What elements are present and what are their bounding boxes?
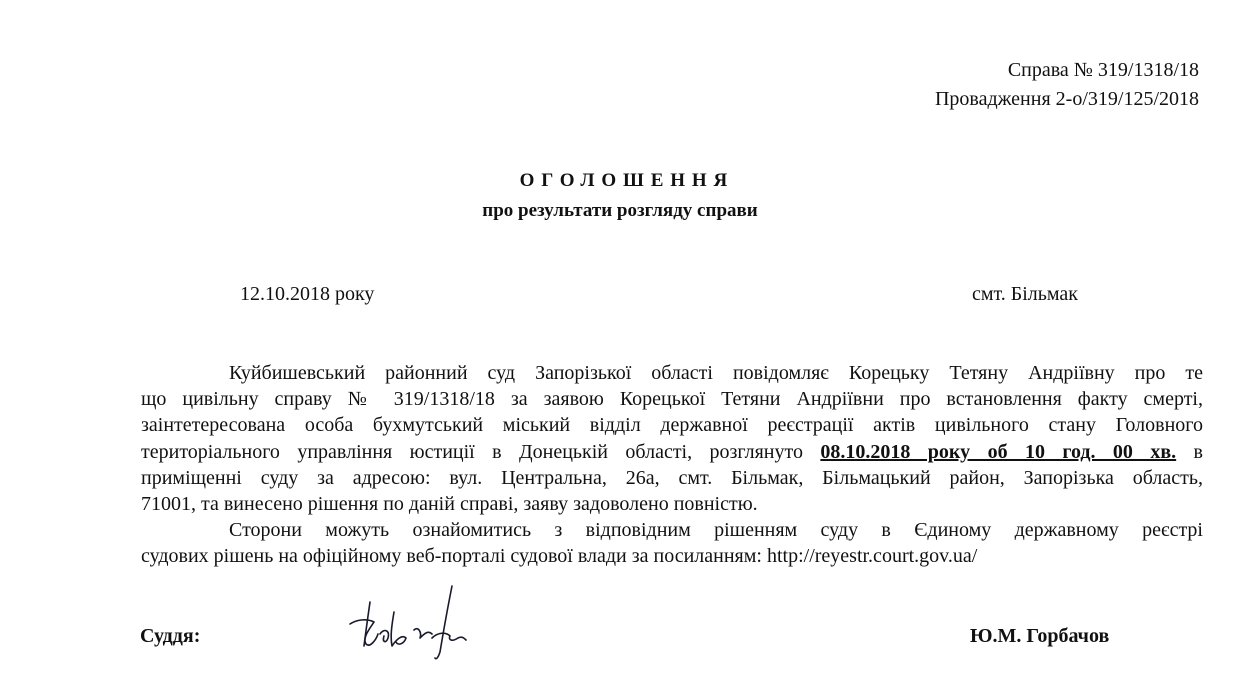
- paragraph-line: що цивільну справу № 319/1318/18 за заявою Корецької Тетяни Андріївни про встановлення факту смерті,: [141, 388, 1203, 411]
- judge-label: Суддя:: [140, 625, 201, 647]
- document-subtitle: про результати розгляду справи: [482, 200, 758, 221]
- case-number: Справа № 319/1318/18: [1007, 59, 1199, 81]
- paragraph-line: судових рішень на офіційному веб-порталі судової влади за посиланням: http://reyestr.court.gov.ua/: [141, 545, 978, 568]
- proceeding-number: Провадження 2-о/319/125/2018: [934, 88, 1199, 110]
- paragraph-line: 71001, та винесено рішення по даній справі, заяву задоволено повністю.: [141, 493, 758, 516]
- hearing-datetime: 08.10.2018 року об 10 год. 00 хв.: [820, 440, 1177, 463]
- judge-name: Ю.М. Горбачов: [970, 625, 1110, 647]
- registry-paragraph: [141, 517, 1203, 569]
- paragraph-line: Куйбишевський районний суд Запорізької області повідомляє Корецьку Тетяну Андріївну про те: [229, 362, 1203, 384]
- paragraph-text: в: [1176, 440, 1203, 463]
- document-place: смт. Більмак: [972, 283, 1079, 305]
- paragraph-text: територіального управління юстиції в Донецькій області, розглянуто: [141, 440, 821, 463]
- paragraph-line: Сторони можуть ознайомитись з відповідним рішенням суду в Єдиному державному реєстрі: [229, 519, 1203, 541]
- document-date: 12.10.2018 року: [240, 283, 375, 305]
- paragraph-line: приміщенні суду за адресою: вул. Центральна, 26а, смт. Більмак, Більмацький район, Запорізька область,: [141, 466, 1203, 489]
- paragraph-line: [141, 439, 1203, 465]
- announcement-paragraph: [141, 360, 1203, 517]
- signature-image: [340, 582, 490, 662]
- paragraph-line: заінтетересована особа бухмутський міський відділ державної реєстрації актів цивільного стану Головного: [141, 414, 1203, 437]
- document-title: ОГОЛОШЕННЯ: [519, 170, 735, 191]
